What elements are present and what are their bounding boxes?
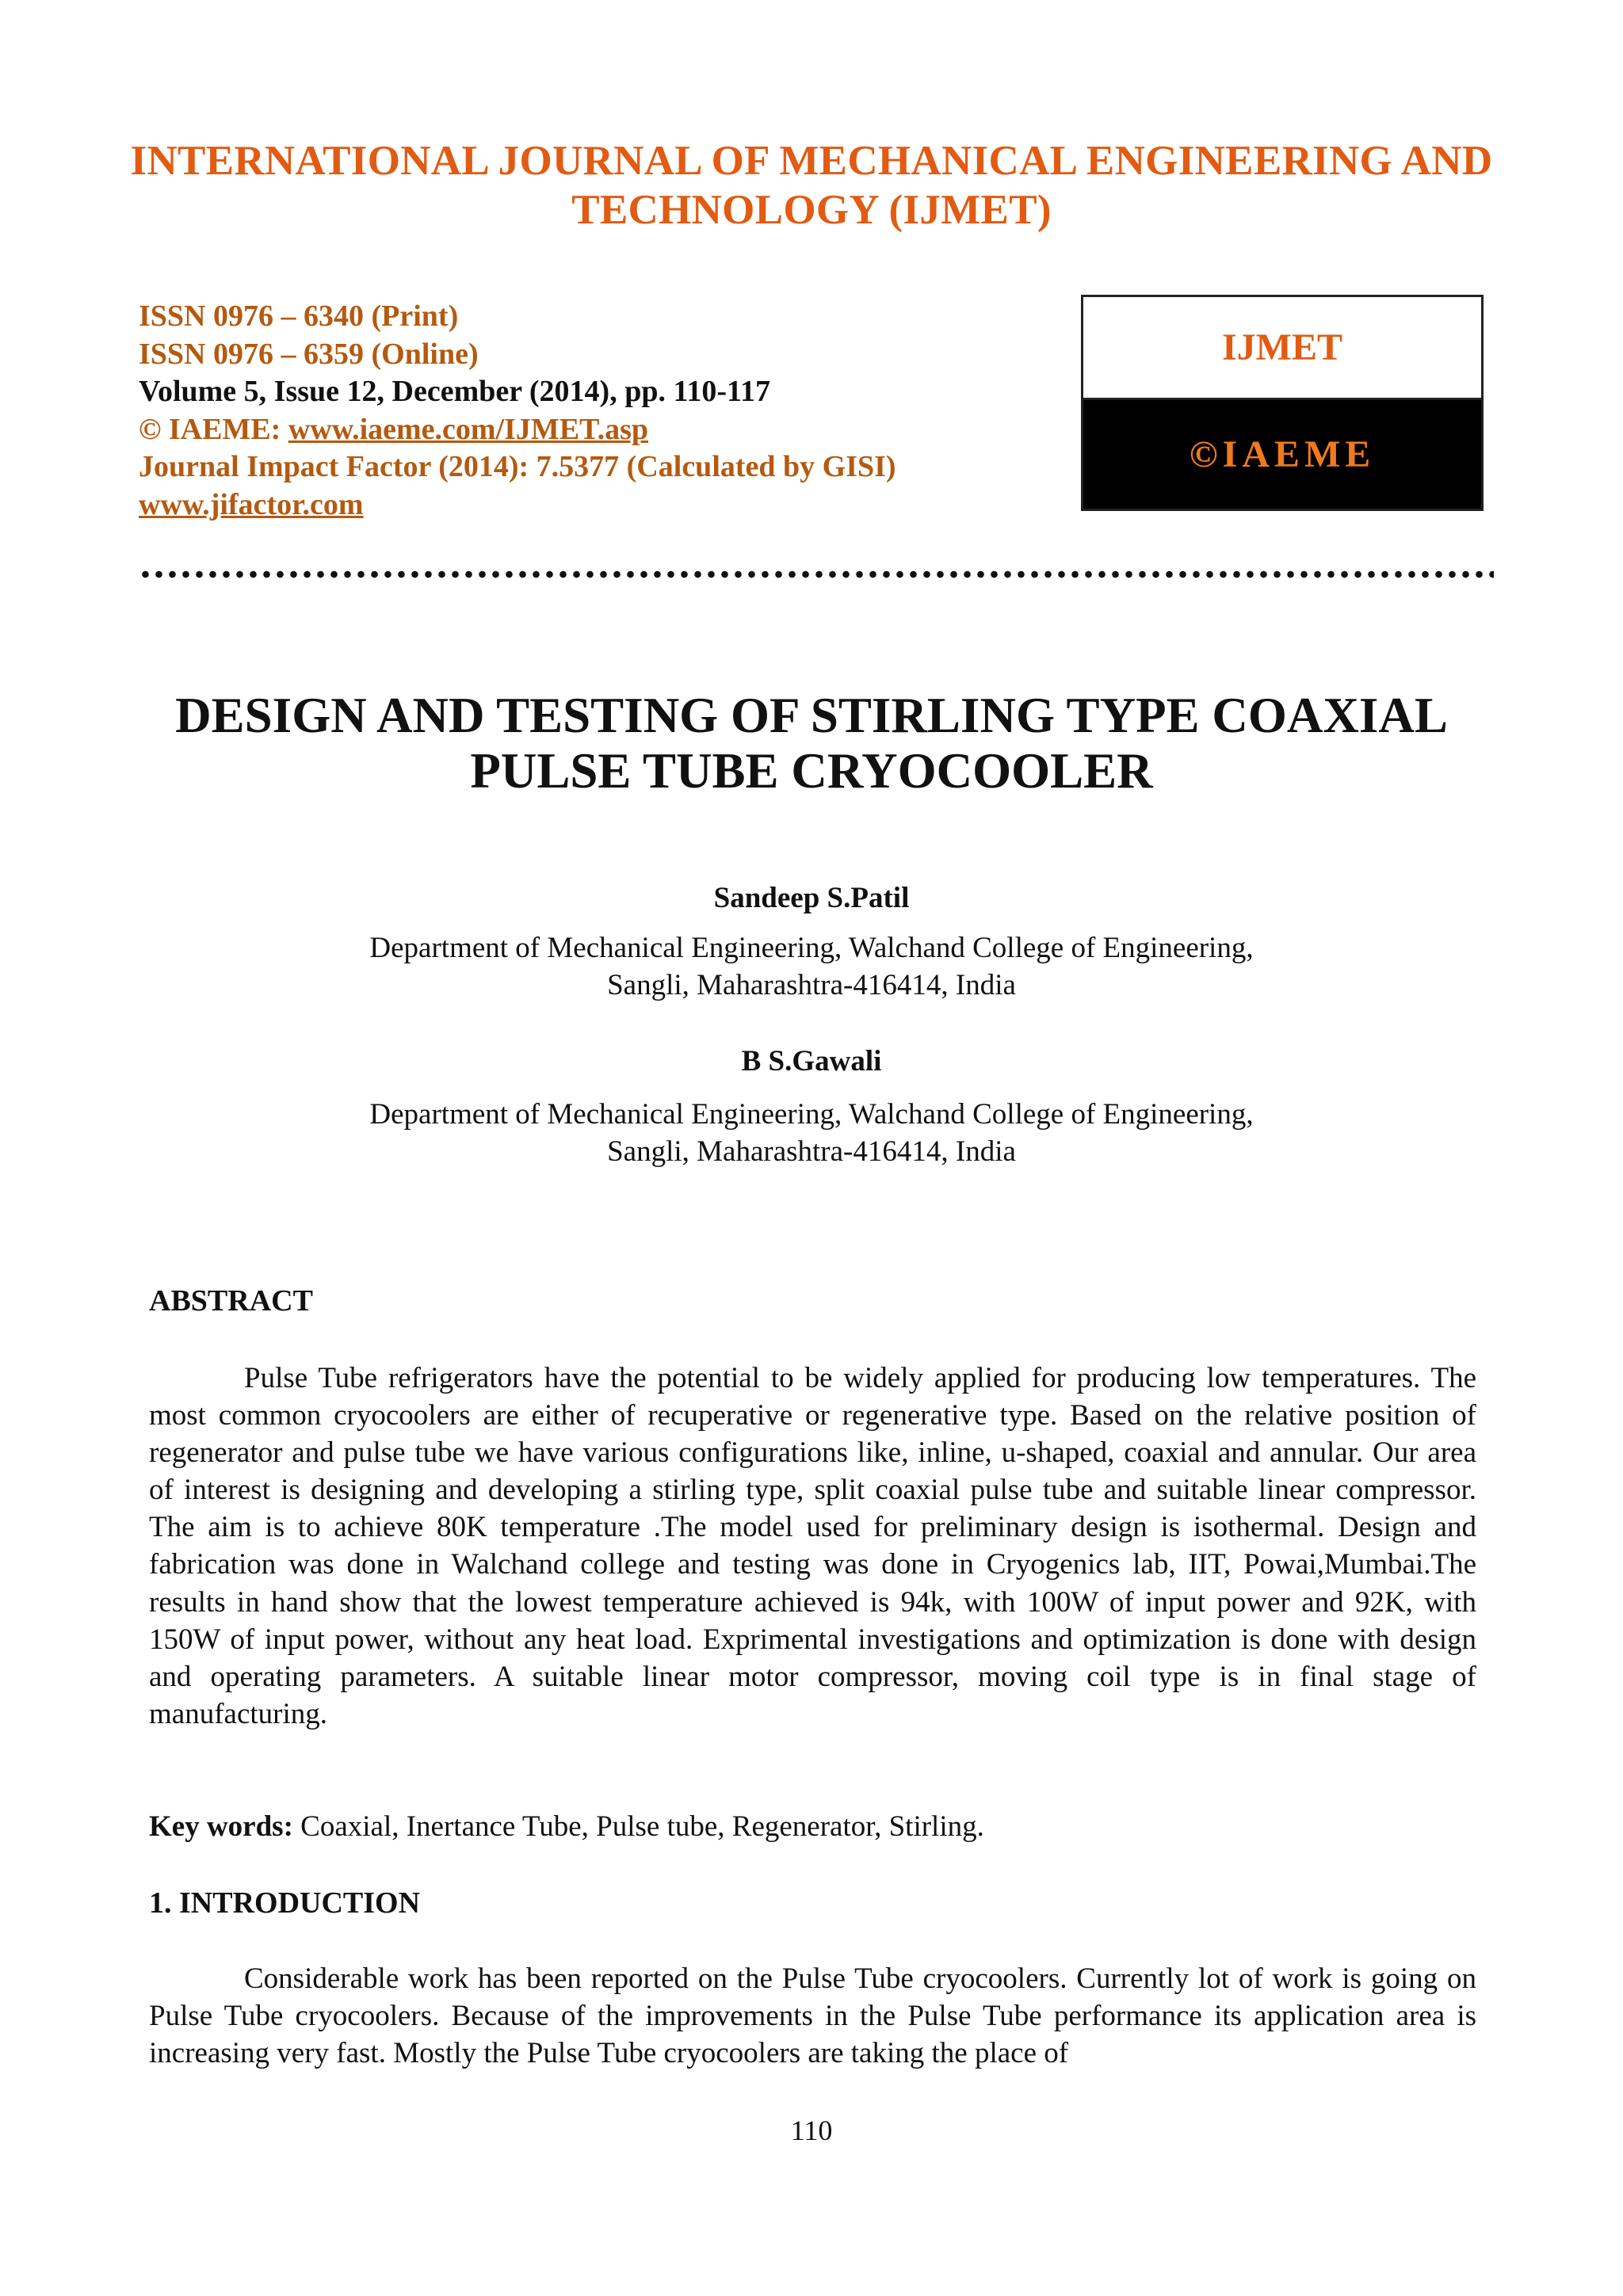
keywords-text: Coaxial, Inertance Tube, Pulse tube, Regenerator, Stirling. xyxy=(292,1810,984,1843)
iaeme-prefix: © IAEME: xyxy=(139,412,288,446)
abstract-heading: ABSTRACT xyxy=(149,1284,313,1318)
author-affiliation-1 xyxy=(95,929,1528,1004)
logo-ijmet-text: IJMET xyxy=(1083,297,1481,400)
logo-iaeme-text: ©IAEME xyxy=(1083,400,1481,509)
paper-title-line2: PULSE TUBE CRYOCOOLER xyxy=(470,743,1153,799)
paper-title-line1: DESIGN AND TESTING OF STIRLING TYPE COAXIAL xyxy=(175,688,1448,743)
introduction-heading: 1. INTRODUCTION xyxy=(149,1886,421,1920)
page-number: 110 xyxy=(790,2115,833,2146)
ijmet-logo-box xyxy=(1081,295,1484,511)
affiliation-line: Sangli, Maharashtra-416414, India xyxy=(607,969,1016,1001)
journal-title-line1: INTERNATIONAL JOURNAL OF MECHANICAL ENGINEERING AND xyxy=(130,138,1493,184)
publication-meta xyxy=(139,298,1074,524)
keywords-label: Key words: xyxy=(149,1810,293,1843)
affiliation-line: Department of Mechanical Engineering, Walchand College of Engineering, xyxy=(369,1098,1254,1131)
volume-info: Volume 5, Issue 12, December (2014), pp. 110-117 xyxy=(139,375,770,408)
iaeme-link[interactable]: www.iaeme.com/IJMET.asp xyxy=(288,412,649,446)
author-name-1: Sandeep S.Patil xyxy=(713,882,910,914)
paper-title xyxy=(119,688,1504,799)
affiliation-line: Department of Mechanical Engineering, Walchand College of Engineering, xyxy=(369,932,1254,964)
issn-online: ISSN 0976 – 6359 (Online) xyxy=(139,337,479,371)
author-name-2: B S.Gawali xyxy=(741,1045,882,1077)
jifactor-line xyxy=(139,486,1074,524)
affiliation-line: Sangli, Maharashtra-416414, India xyxy=(607,1135,1016,1168)
author-affiliation-2 xyxy=(95,1096,1528,1170)
impact-factor: Journal Impact Factor (2014): 7.5377 (Calculated by GISI) xyxy=(139,450,896,483)
dotted-separator xyxy=(139,569,1494,580)
journal-title-line2: TECHNOLOGY (IJMET) xyxy=(571,187,1052,233)
issn-print: ISSN 0976 – 6340 (Print) xyxy=(139,299,459,333)
keywords-line xyxy=(149,1810,1476,1844)
introduction-text: Considerable work has been reported on the Pulse Tube cryocoolers. Currently lot of work is going on Pulse Tube cryocoolers. Because of the improvements in the Pulse Tube performance its application area is increasing very fast. Mostly the Pulse Tube cryocoolers are taking the place of xyxy=(149,1962,1476,2070)
jifactor-link[interactable]: www.jifactor.com xyxy=(139,487,364,521)
journal-title xyxy=(95,136,1528,235)
abstract-text: Pulse Tube refrigerators have the potential to be widely applied for producing low temperatures. The most common cryocoolers are either of recuperative or regenerative type. Based on the relative position of regenerator and pulse tube we have various configurations like, inline, u-shaped, coaxial and annular. Our area of interest is designing and developing a stirling type, split coaxial pulse tube and suitable linear compressor. The aim is to achieve 80K temperature .The model used for preliminary design is isothermal. Design and fabrication was done in Walchand college and testing was done in Cryogenics lab, IIT, Powai,Mumbai.The results in hand show that the lowest temperature achieved is 94k, with 100W of input power and 92K, with 150W of input power, without any heat load. Exprimental investigations and optimization is done with design and operating parameters. A suitable linear motor compressor, moving coil type is in final stage of manufacturing. xyxy=(149,1362,1476,1730)
iaeme-line xyxy=(139,411,1074,449)
